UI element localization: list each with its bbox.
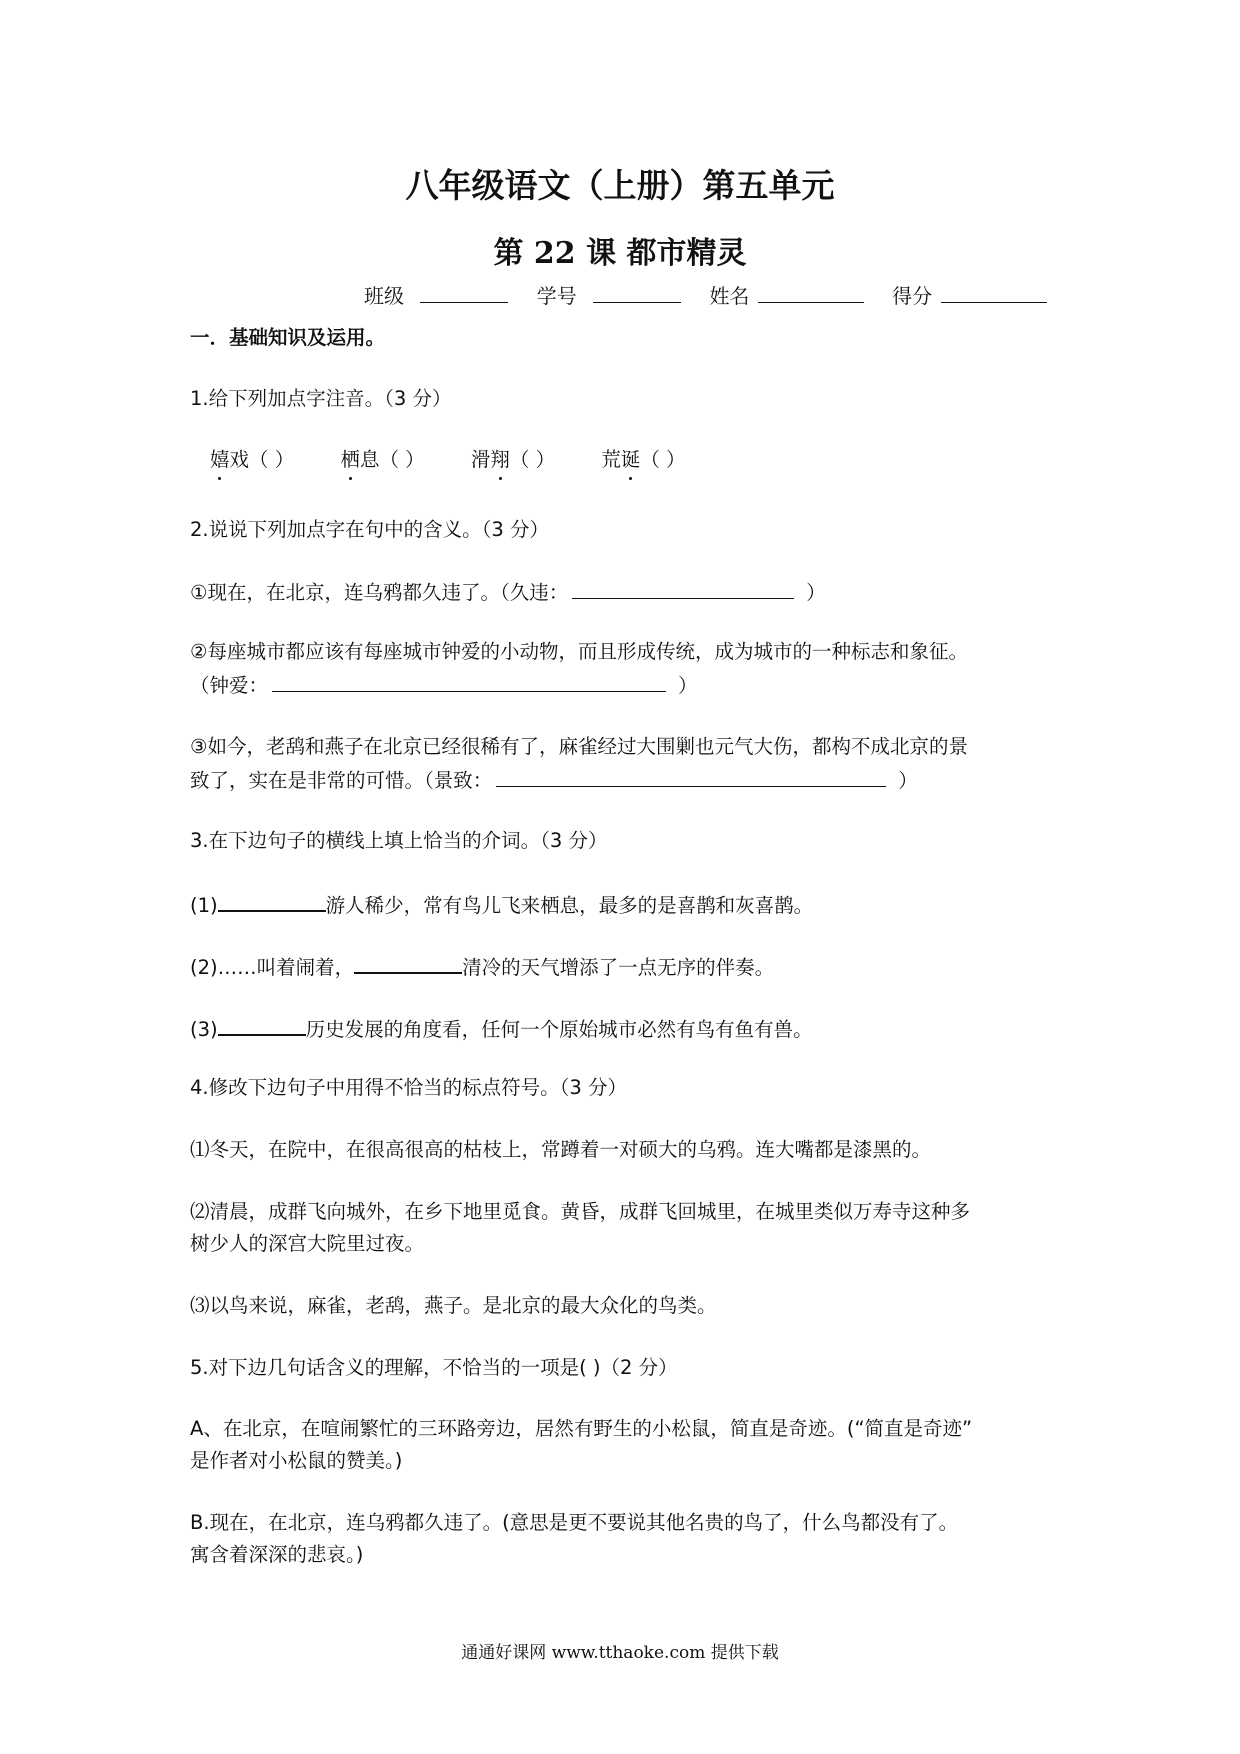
q3-answer-1[interactable] — [218, 890, 326, 912]
q5-option-a-cont: 是作者对小松鼠的赞美。) — [190, 1449, 403, 1472]
class-field[interactable] — [420, 282, 508, 303]
q3-answer-2[interactable] — [354, 952, 462, 974]
q1-item-4: 荒诞（ ） — [601, 448, 686, 471]
class-label: 班级 — [364, 284, 404, 308]
name-label: 姓名 — [709, 284, 750, 308]
question-1-stem: 1.给下列加点字注音。（3 分） — [190, 387, 452, 410]
q2-sentence-1: ①现在，在北京，连乌鸦都久违了。（久违： ） — [190, 578, 826, 606]
q4-sentence-2: ⑵清晨，成群飞向城外，在乡下地里觅食。黄昏，成群飞回城里，在城里类似万寿寺这种多 — [190, 1200, 971, 1223]
page-title: 八年级语文（上册）第五单元 — [405, 166, 835, 205]
q5-option-a: A、在北京，在喧闹繁忙的三环路旁边，居然有野生的小松鼠，简直是奇迹。(“简直是奇迹” — [190, 1417, 973, 1440]
q2-sentence-2: ②每座城市都应该有每座城市钟爱的小动物，而且形成传统，成为城市的一种标志和象征。 — [190, 640, 968, 663]
q5-option-b: B.现在，在北京，连乌鸦都久违了。(意思是更不要说其他名贵的鸟了，什么鸟都没有了。 — [190, 1511, 959, 1534]
q2-answer-1[interactable] — [572, 578, 794, 599]
q2-sentence-3-cont: 致了，实在是非常的可惜。（景致： ） — [190, 766, 918, 794]
score-label: 得分 — [892, 284, 933, 308]
q4-sentence-2-cont: 树少人的深宫大院里过夜。 — [190, 1232, 425, 1255]
name-field[interactable] — [758, 282, 864, 303]
footer-credit: 通通好课网 www.tthaoke.com 提供下载 — [461, 1643, 779, 1663]
question-4-stem: 4.修改下边句子中用得不恰当的标点符号。（3 分） — [190, 1076, 627, 1099]
q4-sentence-1: ⑴冬天，在院中，在很高很高的枯枝上，常蹲着一对硕大的乌鸦。连大嘴都是漆黑的。 — [190, 1138, 932, 1161]
question-1-items — [210, 447, 686, 473]
student-info-row — [364, 282, 1047, 309]
q5-option-b-cont: 寓含着深深的悲哀。) — [190, 1543, 364, 1566]
q3-sentence-2: (2)……叫着闹着， 清冷的天气增添了一点无序的伴奏。 — [190, 952, 774, 981]
q3-sentence-3: (3) 历史发展的角度看，任何一个原始城市必然有鸟有鱼有兽。 — [190, 1014, 813, 1043]
lesson-title: 第 22 课 都市精灵 — [493, 236, 747, 271]
q2-answer-3[interactable] — [496, 766, 886, 787]
q2-sentence-2-cont: （钟爱： ） — [190, 671, 698, 699]
question-5-stem: 5.对下边几句话含义的理解，不恰当的一项是( )（2 分） — [190, 1356, 678, 1379]
q2-sentence-3: ③如今，老鸹和燕子在北京已经很稀有了，麻雀经过大围剿也元气大伤，都构不成北京的景 — [190, 735, 968, 758]
section-heading: 一．基础知识及运用。 — [190, 326, 386, 349]
q4-sentence-3: ⑶以鸟来说，麻雀，老鸹，燕子。是北京的最大众化的鸟类。 — [190, 1294, 717, 1317]
number-label: 学号 — [536, 284, 577, 308]
question-2-stem: 2.说说下列加点字在句中的含义。（3 分） — [190, 518, 549, 541]
q3-sentence-1: (1) 游人稀少，常有鸟儿飞来栖息，最多的是喜鹊和灰喜鹊。 — [190, 890, 813, 919]
q1-item-1: 嬉戏（ ） — [210, 448, 295, 471]
q1-item-3: 滑翔（ ） — [470, 448, 556, 471]
q1-item-2: 栖息（ ） — [340, 448, 425, 471]
question-3-stem: 3.在下边句子的横线上填上恰当的介词。（3 分） — [190, 829, 608, 852]
q3-answer-3[interactable] — [218, 1014, 306, 1036]
q2-answer-2[interactable] — [272, 671, 666, 692]
number-field[interactable] — [593, 282, 681, 303]
score-field[interactable] — [941, 282, 1047, 303]
